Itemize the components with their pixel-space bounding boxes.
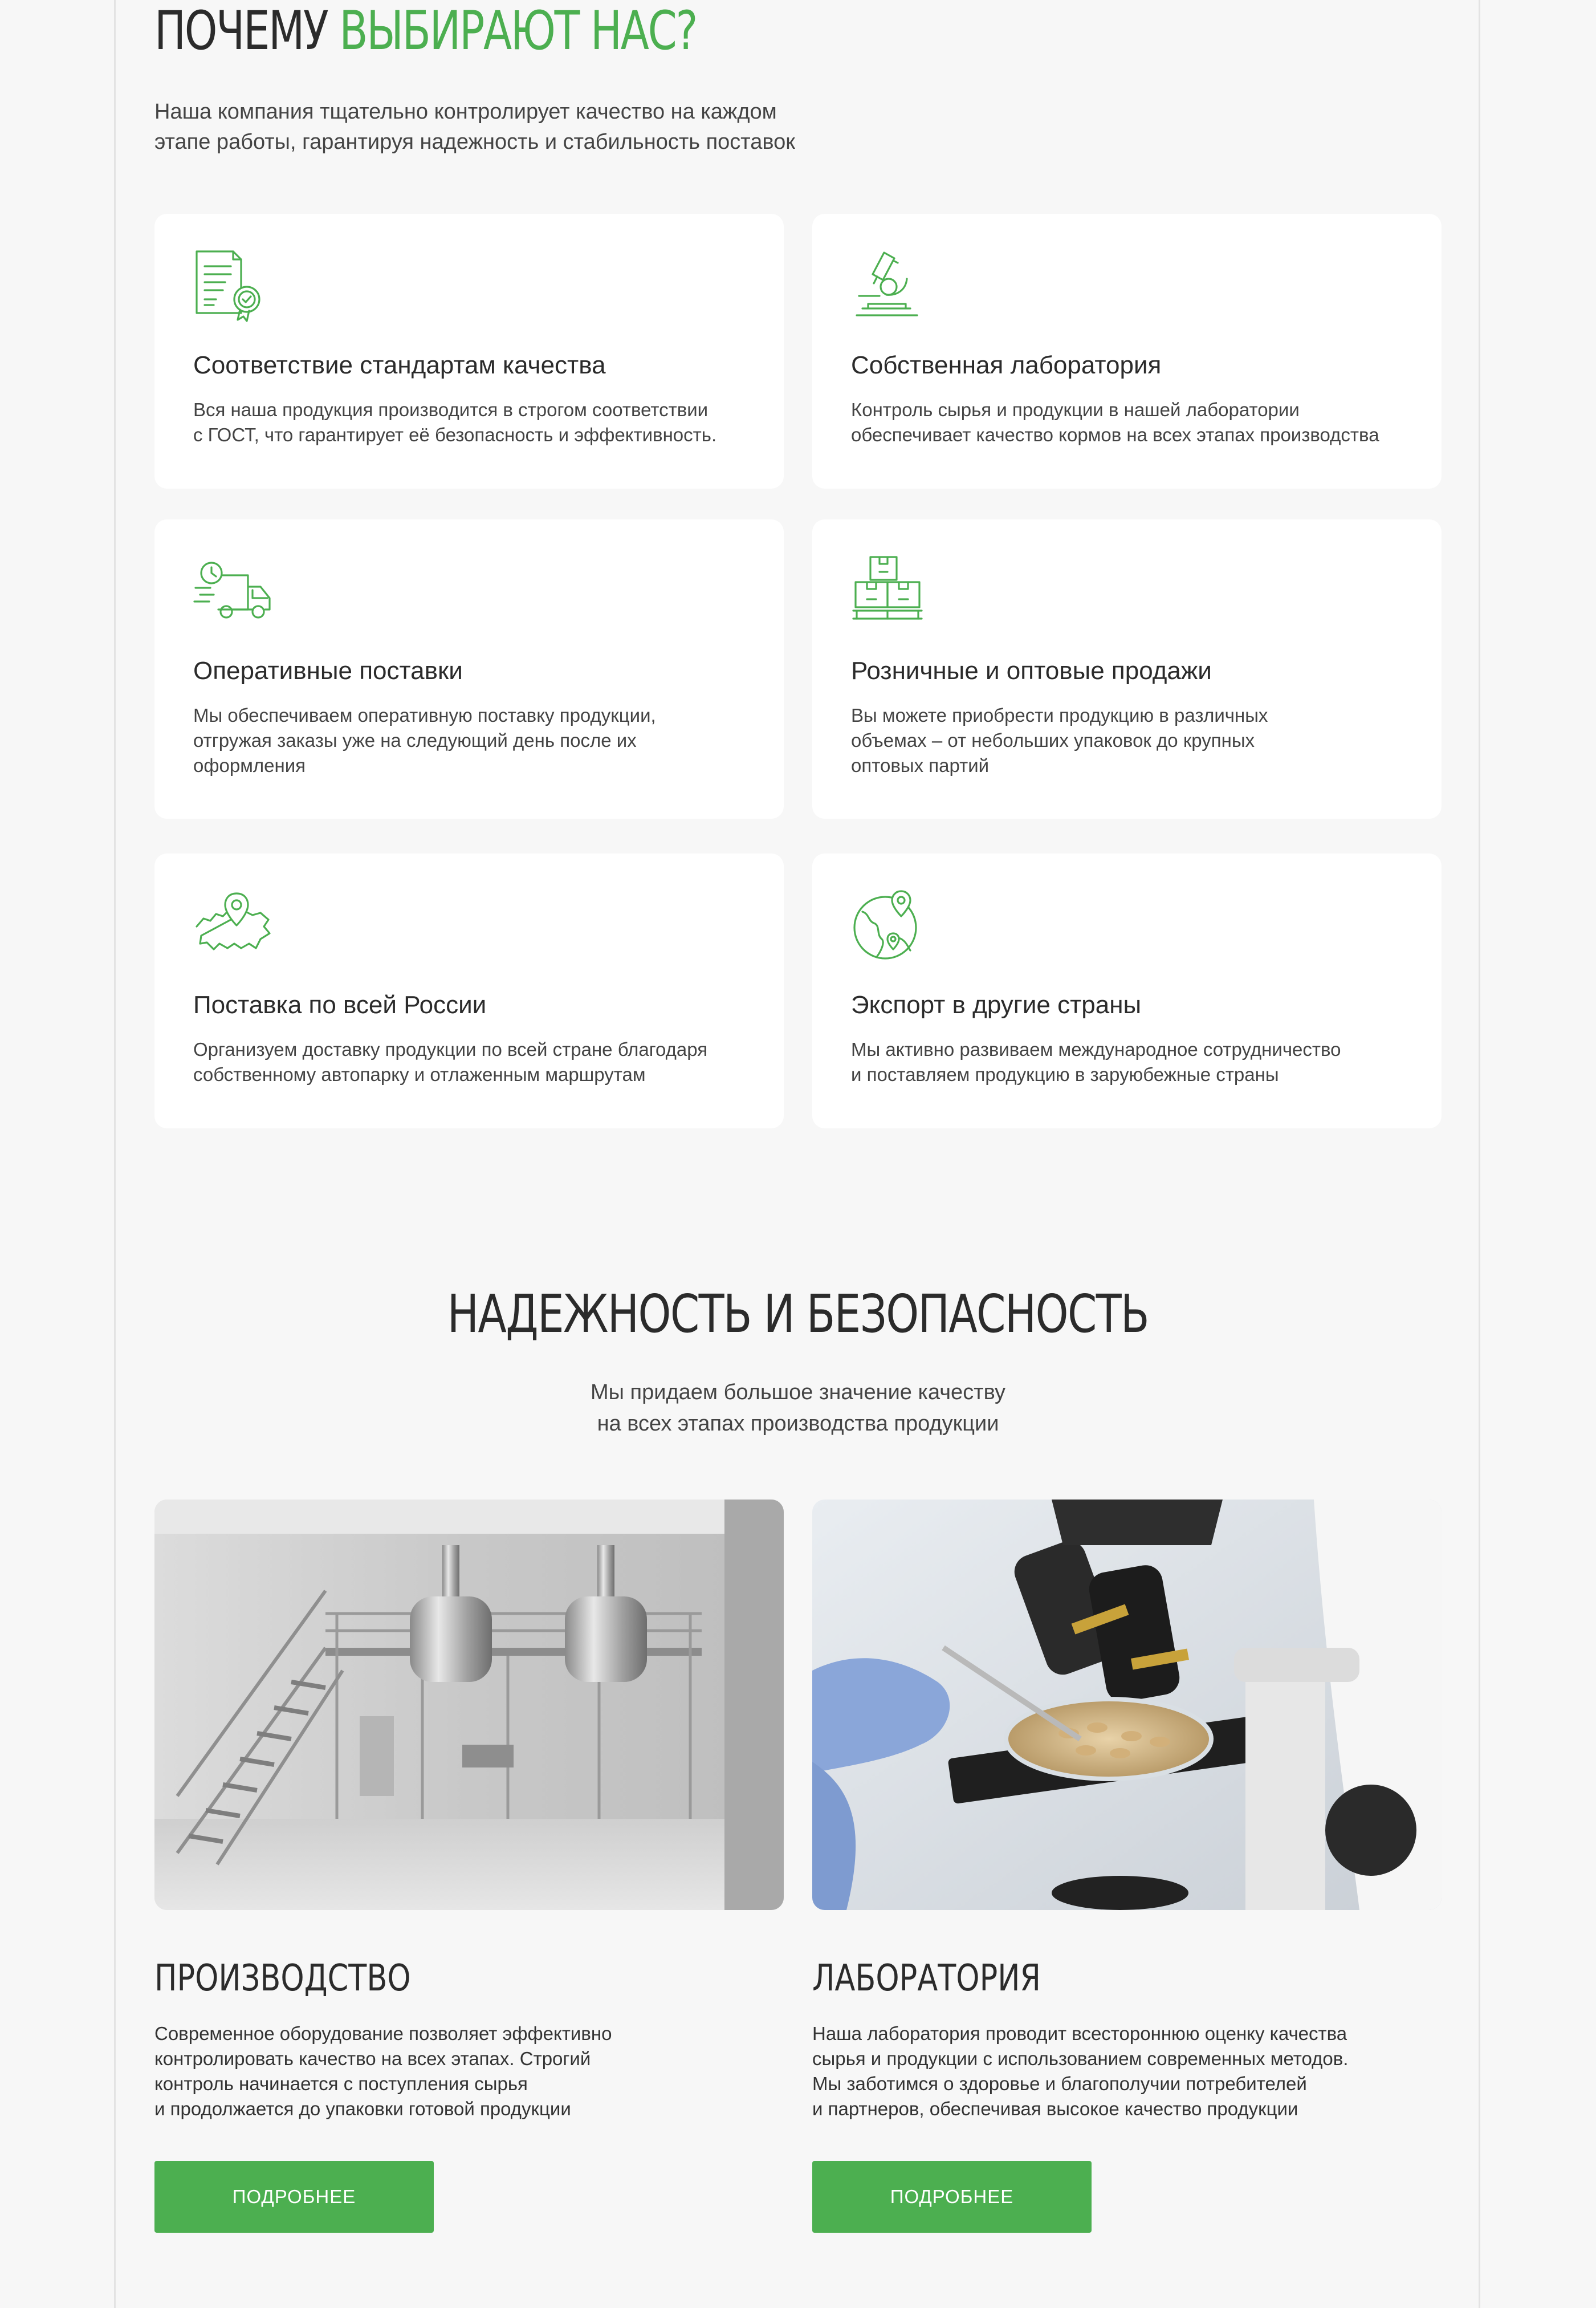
production-more-button[interactable]: ПОДРОБНЕЕ bbox=[154, 2161, 434, 2233]
feature-description: Организуем доставку продукции по всей стране благодаря собственному автопарку и отлаженным маршрутам bbox=[193, 1039, 708, 1085]
why-us-subtitle bbox=[154, 97, 952, 157]
laboratory-more-button[interactable]: ПОДРОБНЕЕ bbox=[812, 2161, 1092, 2233]
feature-card-own-laboratory bbox=[812, 214, 1442, 489]
microscope-icon bbox=[851, 249, 925, 323]
feature-title: Оперативные поставки bbox=[193, 657, 463, 685]
feature-title: Соответствие стандартам качества bbox=[193, 351, 606, 379]
feature-description: Контроль сырья и продукции в нашей лаборатории обеспечивает качество кормов на всех этапах производства bbox=[851, 399, 1379, 445]
boxes-pallet-icon bbox=[851, 555, 925, 629]
laboratory-description: Наша лаборатория проводит всестороннюю оценку качества сырья и продукции с использованием современных методов. Мы заботимся о здоровье и благополучии потребителей и партнеров, обеспечивая высокое качество продукции bbox=[812, 2023, 1349, 2119]
feature-title: Экспорт в другие страны bbox=[851, 991, 1142, 1019]
delivery-truck-icon bbox=[193, 555, 273, 629]
reliability-heading: НАДЕЖНОСТЬ И БЕЗОПАСНОСТЬ bbox=[447, 1283, 1149, 1344]
feature-description: Вся наша продукция производится в строгом соответствии с ГОСТ, что гарантирует её безопасность и эффективность. bbox=[193, 399, 717, 445]
feature-title: Собственная лаборатория bbox=[851, 351, 1162, 379]
subtitle-line: Наша компания тщательно контролирует качество на каждом bbox=[154, 100, 777, 124]
feature-title: Поставка по всей России bbox=[193, 991, 487, 1019]
laboratory-title: ЛАБОРАТОРИЯ bbox=[812, 1957, 1041, 2000]
subtitle-line: этапе работы, гарантируя надежность и стабильность поставок bbox=[154, 130, 795, 154]
feature-description: Вы можете приобрести продукцию в различных объемах – от небольших упаковок до крупных оптовых партий bbox=[851, 705, 1268, 776]
production-description: Современное оборудование позволяет эффективно контролировать качество на всех этапах. Строгий контроль начинается с поступления сырья и продолжается до упаковки готовой продукции bbox=[154, 2023, 612, 2119]
page-left-border bbox=[114, 0, 116, 2308]
feature-card-quality-standards bbox=[154, 214, 784, 489]
globe-pins-icon bbox=[851, 889, 925, 963]
feature-card-delivery-russia bbox=[154, 854, 784, 1128]
feature-title: Розничные и оптовые продажи bbox=[851, 657, 1212, 685]
reliability-subtitle: Мы придаем большое значение качеству на всех этапах производства продукции bbox=[591, 1380, 1005, 1436]
page-right-border bbox=[1479, 0, 1480, 2308]
feature-card-retail-wholesale bbox=[812, 519, 1442, 819]
features-grid bbox=[154, 214, 1442, 1131]
feature-description: Мы активно развиваем международное сотрудничество и поставляем продукцию в заруюбежные страны bbox=[851, 1039, 1341, 1085]
feature-description: Мы обеспечиваем оперативную поставку продукции, отгружая заказы уже на следующий день после их оформления bbox=[193, 705, 656, 776]
feature-card-export bbox=[812, 854, 1442, 1128]
why-us-heading bbox=[154, 0, 697, 63]
production-title: ПРОИЗВОДСТВО bbox=[154, 1957, 411, 2000]
russia-map-pin-icon bbox=[193, 889, 273, 963]
feature-card-fast-delivery bbox=[154, 519, 784, 819]
why-us-heading-accent: ВЫБИРАЮТ НАС? bbox=[339, 0, 697, 62]
why-us-heading-main: ПОЧЕМУ bbox=[154, 0, 340, 62]
laboratory-microscope-photo bbox=[812, 1500, 1442, 1910]
production-equipment-photo bbox=[154, 1500, 784, 1910]
certificate-icon bbox=[193, 249, 267, 323]
